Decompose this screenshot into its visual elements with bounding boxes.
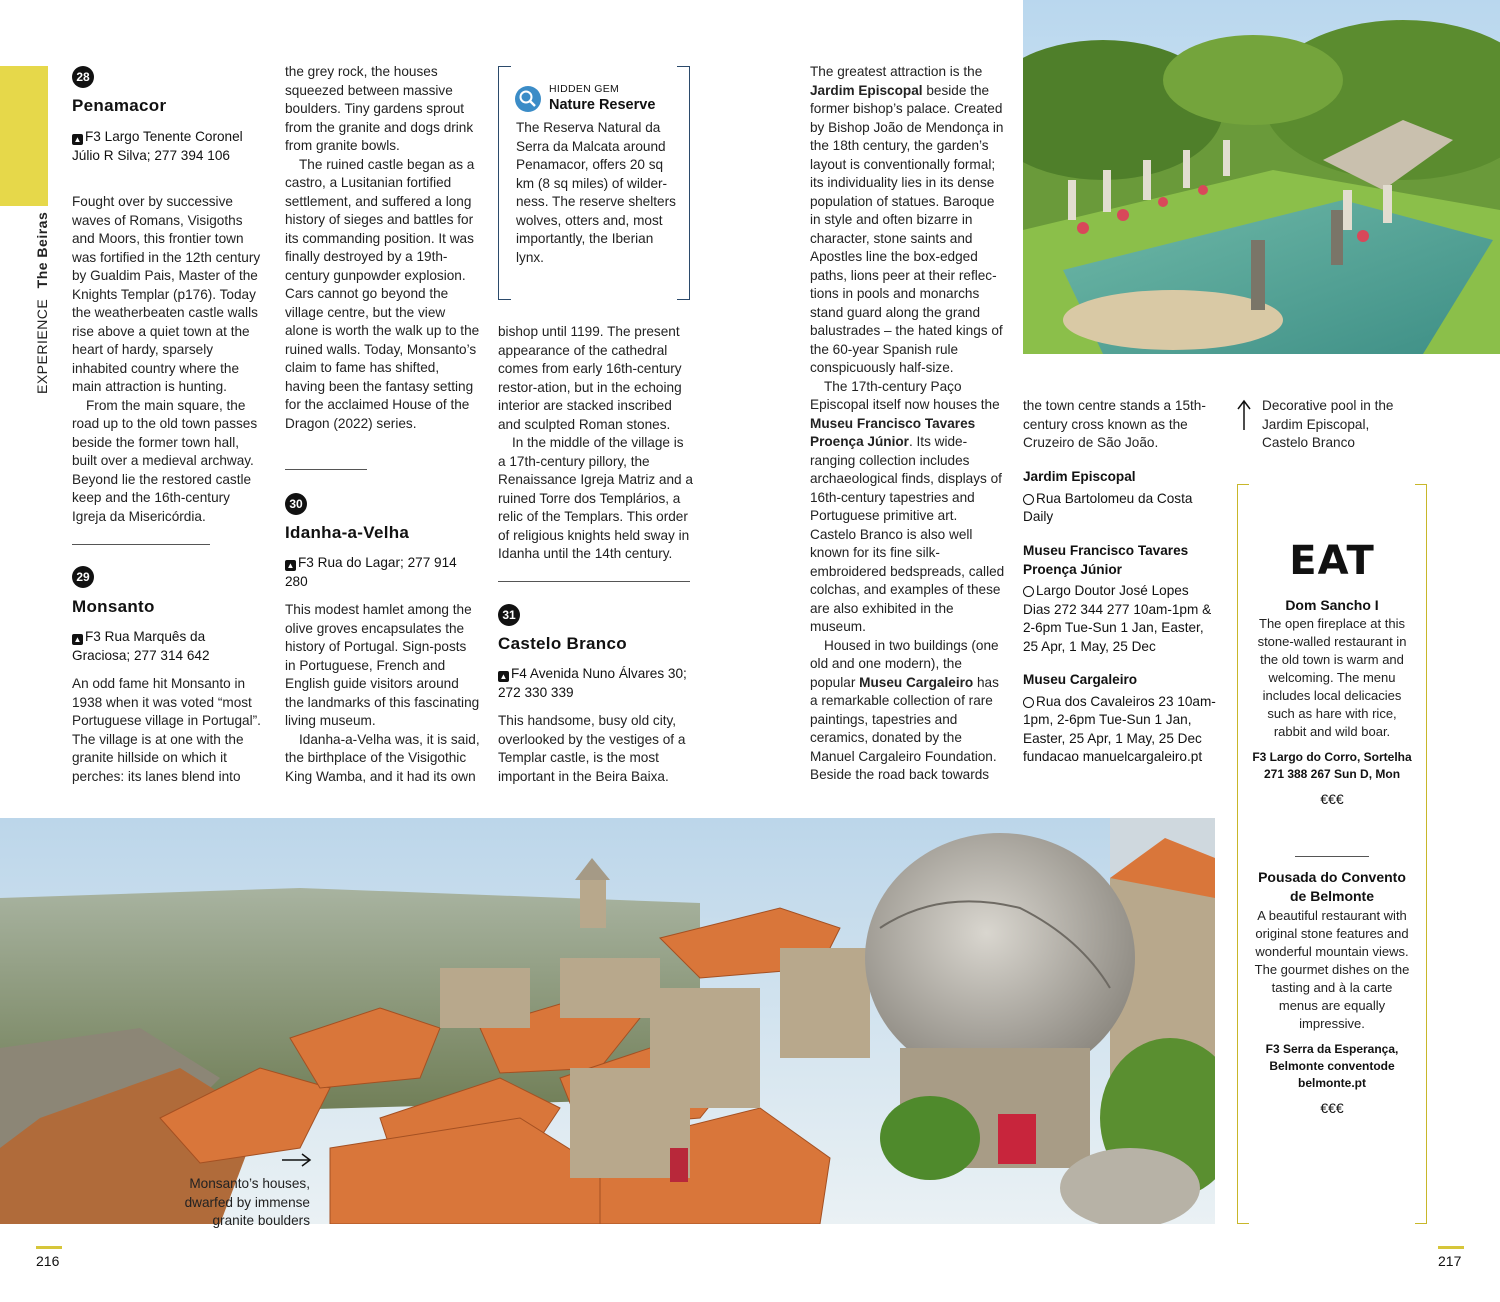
idanha-body xyxy=(285,601,480,786)
cargaleiro-listing xyxy=(1023,671,1218,767)
entry-title-monsanto: Monsanto xyxy=(72,597,155,616)
monsanto-photo xyxy=(0,818,1215,1224)
cargaleiro-listing-info: Rua dos Cavaleiros 23 10am-1pm, 2-6pm Tue-Sun 1 Jan, Easter, 25 Apr, 1 May, 25 Dec fundacao manuelcargaleiro.pt xyxy=(1023,693,1216,764)
page-marker-left xyxy=(36,1246,62,1249)
jardim-listing xyxy=(1023,468,1218,527)
penamacor-para-1: Fought over by successive waves of Romans, Visigoths and Moors, this frontier town was fortified in the 12th century by Gualdim Pais, Master of the Knights Templar (p176). Today the weatherbeaten castle walls rise above a quiet town at the heart of hardy, sparsely inhabited country where the main attraction is hunting. xyxy=(72,194,261,394)
eat-heading: EAT xyxy=(1289,538,1375,584)
location-icon xyxy=(1023,697,1034,708)
entry-title-castelo-branco: Castelo Branco xyxy=(498,634,627,653)
monsanto-info xyxy=(72,628,267,665)
jardim-listing-info: Rua Bartolomeu da Costa Daily xyxy=(1023,490,1193,524)
divider xyxy=(72,544,210,545)
col4-para-3: Housed in two buildings (one old and one modern), the popular Museu Cargaleiro has a remarkable collection of rare paintings, tapestries and ceramics, donated by the Manuel Cargaleiro Foundation. Beside the road back towards xyxy=(810,637,999,782)
castelo-body xyxy=(498,712,693,786)
magnifier-icon xyxy=(515,86,541,112)
idanha-info xyxy=(285,554,480,591)
divider xyxy=(498,581,690,582)
col3-para-2: In the middle of the village is a 17th-century pillory, the Renaissance Igreja Matriz and a ruined Torre dos Templários, a relic of the Templars. This order of religious knights held sway in Idanha until the 14th century. xyxy=(498,435,693,561)
restaurant-1-info: F3 Largo do Corro, Sortelha 271 388 267 Sun D, Mon xyxy=(1252,750,1412,781)
col4-para-1: The greatest attraction is the Jardim Episcopal beside the former bishop’s palace. Created by Bishop João de Mendonça in the 18th century, the garden’s layout is conventionally formal; its individuality lies in its dense population of statues. Baroque in style and often bizarre in character, stone saints and Apostles line the box-edged paths, lions peer at their reflec-tions in pools and monarchs stand guard along the grand balustrades – the hated kings of the 60-year Spanish rule conspicuously half-size. xyxy=(810,64,1004,375)
col2-para-2: The ruined castle began as a castro, a Lusitanian fortified settlement, and suffered a long history of sieges and battles for its commanding position. It was finally destroyed by a 19th-century gunpowder explosion. Cars cannot go beyond the village centre, but the view alone is worth the walk up to the ruined walls. Today, Monsanto’s claim to fame has shifted, having been the fantasy setting for the acclaimed House of the Dragon (2022) series. xyxy=(285,156,480,431)
col2-body xyxy=(285,63,480,433)
section-name: EXPERIENCE xyxy=(34,298,50,394)
arrow-up-icon xyxy=(1236,398,1252,437)
col2-para-1: the grey rock, the houses squeezed between massive boulders. Tiny gardens sprout from the granite and dogs drink from granite bowls. xyxy=(285,64,474,153)
col5-body xyxy=(1023,397,1218,453)
location-icon xyxy=(1023,586,1034,597)
location-icon xyxy=(1023,494,1034,505)
col3-body xyxy=(498,323,693,564)
restaurant-1-name: Dom Sancho I xyxy=(1285,597,1379,613)
restaurant-1-price: €€€ xyxy=(1320,791,1344,807)
idanha-para-1: This modest hamlet among the olive groves encapsulates the history of Portugal. Sign-posts in Portuguese, French and English guide visitors around the landmarks of this fascinating living museum. xyxy=(285,602,480,728)
map-icon: ▲ xyxy=(286,561,295,570)
restaurant-2-name: Pousada do Convento de Belmonte xyxy=(1258,869,1406,904)
penamacor-info xyxy=(72,128,267,165)
page-number-left: 216 xyxy=(36,1253,60,1269)
col5-para-1: the town centre stands a 15th-century cross known as the Cruzeiro de São João. xyxy=(1023,398,1206,450)
col4-body xyxy=(810,63,1005,785)
monsanto-caption: Monsanto’s houses, dwarfed by immense granite boulders xyxy=(184,1176,310,1228)
penamacor-body xyxy=(72,193,267,526)
col3-para-1: bishop until 1199. The present appearance of the cathedral comes from early 16th-century restor-ation, but in the echoing interior are stacked inscribed and sculpted Roman stones. xyxy=(498,324,682,432)
restaurant-1-desc: The open fireplace at this stone-walled restaurant in the old town is warm and welcoming. The menu includes local delicacies such as hare with rice, rabbit and wild boar. xyxy=(1257,616,1407,739)
jardim-episcopal-photo xyxy=(1023,0,1500,354)
divider xyxy=(285,469,367,470)
castelo-para-1: This handsome, busy old city, overlooked by the vestiges of a Templar castle, is the most important in the Beira Baixa. xyxy=(498,713,686,784)
entry-number-30: 30 xyxy=(285,493,307,515)
arrow-right-icon xyxy=(280,1152,312,1173)
chapter-name: The Beiras xyxy=(34,211,50,289)
page-marker-right xyxy=(1438,1246,1464,1249)
map-icon: ▲ xyxy=(73,635,82,644)
garden-caption: Decorative pool in the Jardim Episcopal, Castelo Branco xyxy=(1262,398,1394,450)
col4-para-2: The 17th-century Paço Episcopal itself now houses the Museu Francisco Tavares Proença Júnior. Its wide-ranging collection includes archaeological finds, displays of 16th-century tapestries and Portuguese primitive art. Castelo Branco is also well known for its fine silk-embroidered bedspreads, called colchas, and examples of these are also exhibited in the museum. xyxy=(810,378,1005,634)
entry-number-29: 29 xyxy=(72,566,94,588)
hidden-gem-body: The Reserva Natural da Serra da Malcata around Penamacor, offers 20 sq km (8 sq miles) of wilder-ness. The reserve shelters wolves, otters and, most importantly, the Iberian lynx. xyxy=(516,120,676,265)
hidden-gem-title: Nature Reserve xyxy=(549,97,656,113)
idanha-info-text: F3 Rua do Lagar; 277 914 280 xyxy=(285,555,457,589)
penamacor-info-text: F3 Largo Tenente Coronel Júlio R Silva; 277 394 106 xyxy=(72,129,243,163)
monsanto-info-text: F3 Rua Marquês da Graciosa; 277 314 642 xyxy=(72,629,210,663)
page-number-right: 217 xyxy=(1438,1253,1462,1269)
entry-title-idanha: Idanha-a-Velha xyxy=(285,523,410,542)
entry-number-31: 31 xyxy=(498,604,520,626)
idanha-para-2: Idanha-a-Velha was, it is said, the birthplace of the Visigothic King Wamba, and it had its own xyxy=(285,731,480,784)
jardim-listing-title: Jardim Episcopal xyxy=(1023,469,1136,484)
hidden-gem-box xyxy=(498,66,690,298)
museu-listing-title: Museu Francisco Tavares Proença Júnior xyxy=(1023,543,1189,577)
monsanto-para-1: An odd fame hit Monsanto in 1938 when it was voted “most Portuguese village in Portugal”. The village is at one with the granite hillside on which it perches: its lanes blend into xyxy=(72,676,261,784)
penamacor-para-2: From the main square, the road up to the old town passes beside the former town hall, built over a medieval archway. Beyond lie the restored castle keep and the 16th-century Igreja da Misericórdia. xyxy=(72,397,258,524)
museu-listing-info: Largo Doutor José Lopes Dias 272 344 277 10am-1pm & 2-6pm Tue-Sun 1 Jan, Easter, 25 Apr, 1 May, 25 Dec xyxy=(1023,583,1212,654)
map-icon: ▲ xyxy=(73,135,82,144)
museu-listing xyxy=(1023,542,1218,656)
restaurant-2 xyxy=(1251,868,1413,1116)
entry-title-penamacor: Penamacor xyxy=(72,96,167,115)
restaurant-1 xyxy=(1251,597,1413,807)
divider xyxy=(1295,856,1369,857)
entry-number-28: 28 xyxy=(72,66,94,88)
map-icon: ▲ xyxy=(499,672,508,681)
restaurant-2-info: F3 Serra da Esperança, Belmonte conventode belmonte.pt xyxy=(1265,1042,1399,1090)
monsanto-body xyxy=(72,675,267,786)
eat-box xyxy=(1237,484,1427,1224)
cargaleiro-listing-title: Museu Cargaleiro xyxy=(1023,672,1138,687)
section-label xyxy=(34,212,50,394)
castelo-info xyxy=(498,665,693,702)
hidden-gem-label: HIDDEN GEM xyxy=(549,83,620,95)
restaurant-2-desc: A beautiful restaurant with original stone features and wonderful mountain views. The gourmet dishes on the tasting and à la carte menus are equally impressive. xyxy=(1254,908,1410,1031)
section-color-band xyxy=(0,66,48,206)
restaurant-2-price: €€€ xyxy=(1320,1100,1344,1116)
castelo-info-text: F4 Avenida Nuno Álvares 30; 272 330 339 xyxy=(498,666,687,700)
